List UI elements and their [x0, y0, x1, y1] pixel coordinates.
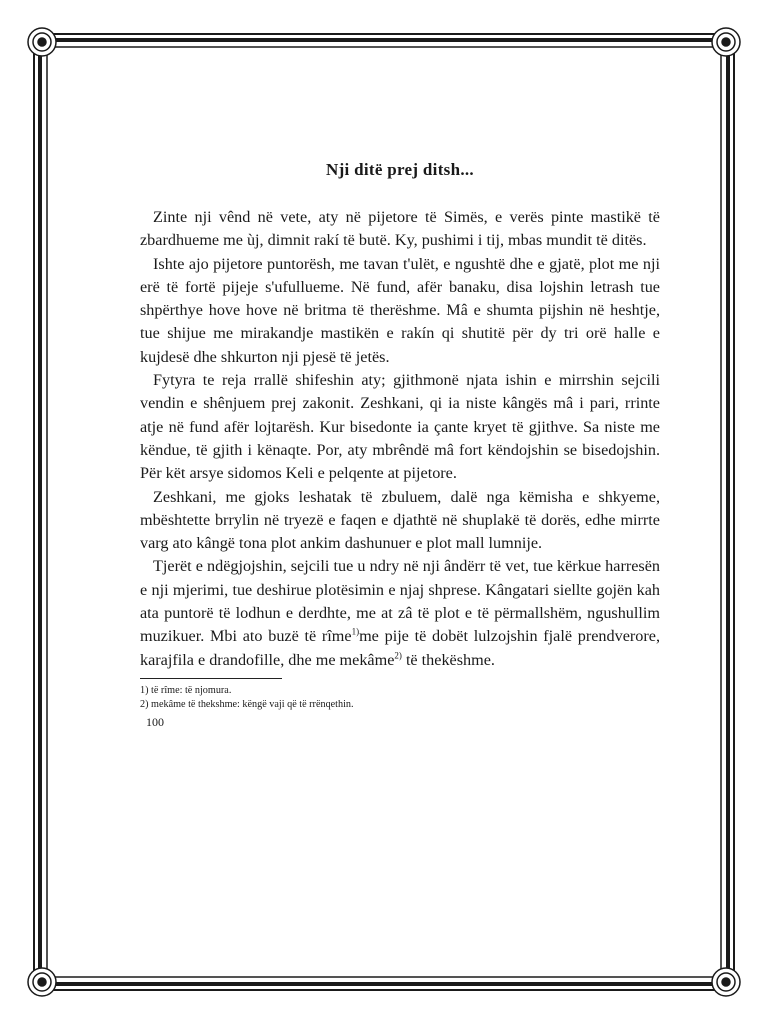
paragraph-3: Fytyra te reja rrallë shifeshin aty; gjithmonë njata ishin e mirrshin sejcili vendin e shênjuem prej zakonit. Zeshkani, qi ia niste kângës mâ i pari, rrinte atje në fund afër lojtarësh. Kur bisedonte ia çante kryet të gjithve. Sa niste me këndue, të gjith i kënaqte. Por, aty mbrêndë mâ fort këndojshin se bisedojshin. Për kët arsye sidomos Keli e pelqente at pijetore. [140, 371, 660, 483]
paragraph-5-part-3: të thekëshme. [405, 650, 495, 669]
corner-ornament-bottom-right [712, 968, 740, 996]
paragraph-5-part-1: Tjerët e ndëgjojshin, sejcili tue u ndry në nji ândërr të vet, tue kërkue harresën e nji mjerimi, tue deshirue plotësimin e njaj shprese. Kângatari siellte gojën kah ata puntorë të lodhun e derdhte, me at zâ të plot e të përmallshëm, ngushullim muzikuer. Mbi ato buzë të rîme [140, 557, 660, 646]
footnote-divider [140, 678, 282, 679]
paragraph-4: Zeshkani, me gjoks leshatak të zbuluem, dalë nga këmisha e shkyeme, mbështette brrylin në tryezë e faqen e djathtë në shuplakë të dorës, edhe mirrte varg ato kângë tona plot ankim dashunuer e plot mall lumnije. [140, 487, 660, 553]
footnote-2: 2) mekâme të thekshme: këngë vaji që të rrënqethin. [140, 698, 354, 710]
paragraph-5 [140, 555, 660, 671]
paragraph-2: Ishte ajo pijetore puntorësh, me tavan t'ulët, e ngushtë dhe e gjatë, plot me nji erë të fortë pijeje s'ufullueme. Në fund, afër banaku, disa lojshin letrash tue shpërthye hove hove në britma të therëshme. Mâ e shumta pijshin në heshtje, tue shijue me mirakandje mastikën e rakín qi shutitë për dy tri orë halle e kujdesë dhe shkurton nji pjesë të jetës. [140, 254, 660, 366]
corner-ornament-top-right [712, 28, 740, 56]
chapter-title: Nji ditë prej ditsh... [326, 160, 474, 179]
page-number: 100 [146, 714, 164, 729]
paragraph-5-part-2: me pije të dobët lulzojshin fjalë prendverore, karajfila e drandofille, dhe me mekâme [140, 627, 660, 669]
book-page [140, 160, 660, 730]
corner-ornament-bottom-left [28, 968, 56, 996]
footnote-mark-2: 2) [394, 650, 402, 661]
footnote-1: 1) të rîme: të njomura. [140, 684, 232, 696]
paragraph-1: Zinte nji vênd në vete, aty në pijetore të Simës, e verës pinte mastikë të zbardhueme me ùj, dimnit rakí të butë. Ky, pushimi i tij, mbas mundit të ditës. [140, 208, 660, 250]
corner-ornament-top-left [28, 28, 56, 56]
footnote-mark-1: 1) [351, 626, 360, 637]
